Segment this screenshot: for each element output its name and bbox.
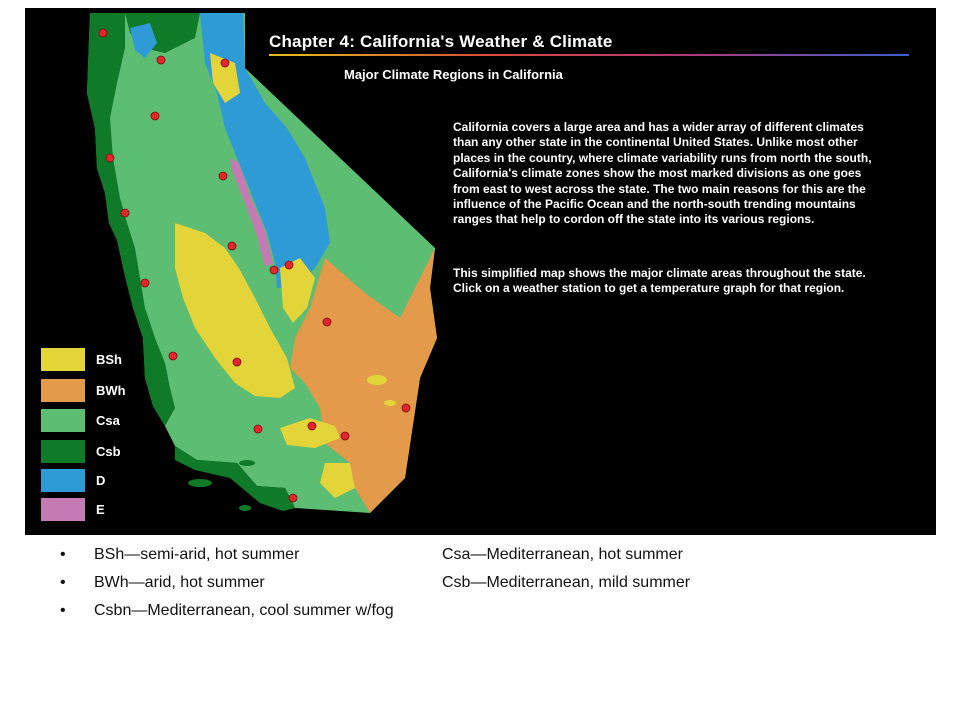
- weather-station-marker[interactable]: [121, 209, 129, 217]
- weather-station-marker[interactable]: [228, 242, 236, 250]
- weather-station-marker[interactable]: [99, 29, 107, 37]
- legend-swatch-bsh: [41, 348, 85, 371]
- legend-label-csb: Csb: [96, 444, 121, 459]
- weather-station-marker[interactable]: [308, 422, 316, 430]
- key-row-2: [60, 573, 940, 601]
- key-csbn: Csbn—Mediterranean, cool summer w/fog: [94, 602, 394, 619]
- legend-item-e: [41, 498, 191, 522]
- legend-swatch-csb: [41, 440, 85, 463]
- weather-station-marker[interactable]: [323, 318, 331, 326]
- weather-station-marker[interactable]: [219, 172, 227, 180]
- key-bsh: BSh—semi-arid, hot summer: [94, 546, 300, 563]
- legend-label-d: D: [96, 473, 106, 488]
- legend-label-e: E: [96, 502, 105, 517]
- key-bwh: BWh—arid, hot summer: [94, 574, 265, 591]
- legend-item-bsh: [41, 348, 191, 372]
- dune-2: [384, 400, 396, 406]
- bullet: •: [60, 574, 66, 591]
- legend-swatch-d: [41, 469, 85, 492]
- legend-label-csa: Csa: [96, 413, 120, 428]
- key-row-3: [60, 601, 940, 629]
- map-subtitle: Major Climate Regions in California: [344, 67, 563, 82]
- legend-swatch-e: [41, 498, 85, 521]
- weather-station-marker[interactable]: [270, 266, 278, 274]
- dune-1: [367, 375, 387, 385]
- weather-station-marker[interactable]: [289, 494, 297, 502]
- legend-label-bwh: BWh: [96, 383, 126, 398]
- legend-label-bsh: BSh: [96, 352, 122, 367]
- description-paragraph-1: California covers a large area and has a wider array of different climates than any other state in the continental United States. Unlike most other places in the country, where climate variability runs from north the south, California's climate zones show the most marked divisions as one goes from east to west across the state. The two main reasons for this are the influence of the Pacific Ocean and the north-south trending mountains ranges that help to cordon off the state into its various regions.: [453, 120, 872, 227]
- key-csa: Csa—Mediterranean, hot summer: [442, 546, 683, 563]
- title-divider: [269, 54, 909, 56]
- island-2: [239, 460, 255, 466]
- bullet: •: [60, 602, 66, 619]
- weather-station-marker[interactable]: [106, 154, 114, 162]
- weather-station-marker[interactable]: [285, 261, 293, 269]
- description-paragraph-2: This simplified map shows the major climate areas throughout the state. Click on a weather station to get a temperature graph for that region.: [453, 266, 866, 296]
- climate-code-key: [60, 545, 940, 629]
- island-3: [239, 505, 251, 511]
- legend-swatch-bwh: [41, 379, 85, 402]
- island-1: [188, 479, 212, 487]
- chapter-title: Chapter 4: California's Weather & Climate: [269, 32, 613, 51]
- key-row-1: [60, 545, 940, 573]
- key-csb: Csb—Mediterranean, mild summer: [442, 574, 691, 591]
- bullet: •: [60, 546, 66, 563]
- weather-station-marker[interactable]: [151, 112, 159, 120]
- legend-item-csa: [41, 409, 191, 433]
- legend-item-bwh: [41, 379, 191, 403]
- weather-station-marker[interactable]: [221, 59, 229, 67]
- legend-item-csb: [41, 440, 191, 464]
- legend-item-d: [41, 469, 191, 493]
- weather-station-marker[interactable]: [341, 432, 349, 440]
- weather-station-marker[interactable]: [402, 404, 410, 412]
- climate-map-panel: [25, 8, 936, 535]
- weather-station-marker[interactable]: [157, 56, 165, 64]
- weather-station-marker[interactable]: [254, 425, 262, 433]
- legend-swatch-csa: [41, 409, 85, 432]
- weather-station-marker[interactable]: [141, 279, 149, 287]
- weather-station-marker[interactable]: [233, 358, 241, 366]
